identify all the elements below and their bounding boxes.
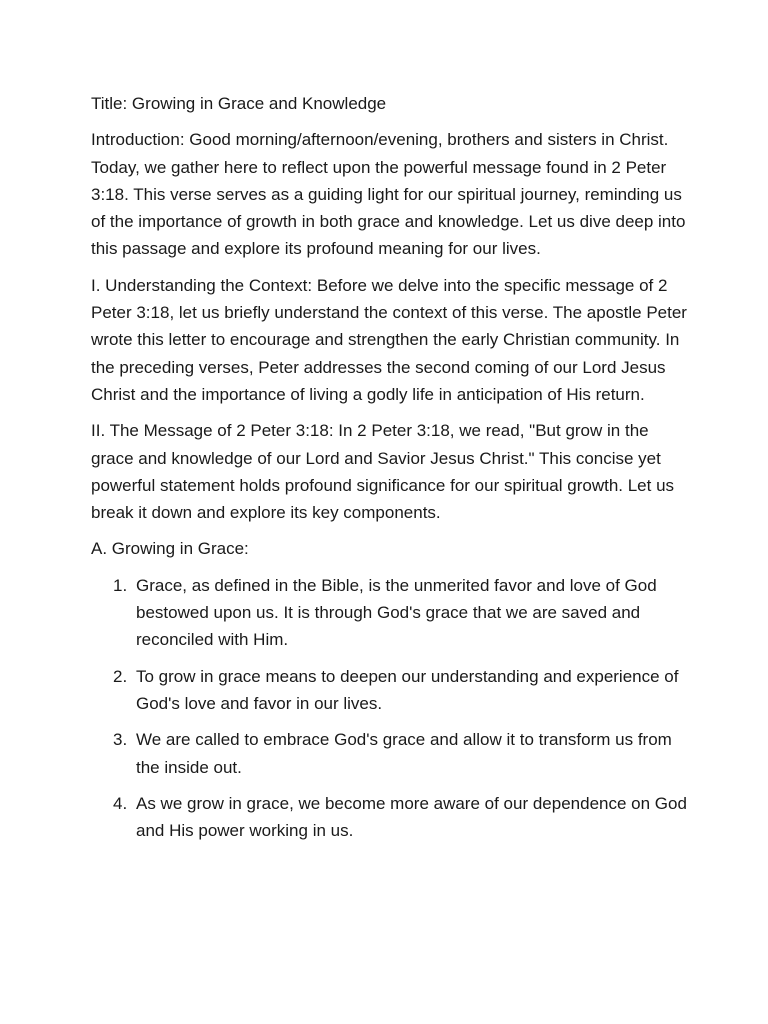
list-item-text: Grace, as defined in the Bible, is the unmerited favor and love of God bestowed upon us. It is through God's grace that we are saved and reconciled with Him. [136,575,657,650]
subsection-a-heading: A. Growing in Grace: [91,539,249,559]
document-body [91,90,691,853]
document-title-line: Title: Growing in Grace and Knowledge [91,94,387,113]
list-item [91,726,691,781]
list-item [91,663,691,718]
list-item-number: 1. [113,575,128,595]
list-item [91,790,691,845]
list-item-text: To grow in grace means to deepen our understanding and experience of God's love and favor in our lives. [136,666,679,713]
list-item-number: 4. [113,793,128,813]
list-item-text: As we grow in grace, we become more aware of our dependence on God and His power working in us. [136,793,687,841]
section-1-paragraph: I. Understanding the Context: Before we delve into the specific message of 2 Peter 3:18, let us briefly understand the context of this verse. The apostle Peter wrote this letter to encourage and strengthen the early Christian community. In the preceding verses, Peter addresses the second coming of our Lord Jesus Christ and the importance of living a godly life in anticipation of His return. [91,275,687,404]
introduction-paragraph: Introduction: Good morning/afternoon/evening, brothers and sisters in Christ. Today, we gather here to reflect upon the powerful message found in 2 Peter 3:18. This verse serves as a guiding light for our spiritual journey, reminding us of the importance of growth in both grace and knowledge. Let us dive deep into this passage and explore its profound meaning for our lives. [91,130,686,259]
list-item-number: 2. [113,666,128,686]
grace-points-list [91,572,691,845]
list-item [91,572,691,654]
list-item-text: We are called to embrace God's grace and allow it to transform us from the inside out. [136,730,672,777]
section-2-paragraph: II. The Message of 2 Peter 3:18: In 2 Peter 3:18, we read, "But grow in the grace and knowledge of our Lord and Savior Jesus Christ." This concise yet powerful statement holds profound significance for our spiritual growth. Let us break it down and explore its key components. [91,421,675,523]
list-item-number: 3. [113,730,128,750]
